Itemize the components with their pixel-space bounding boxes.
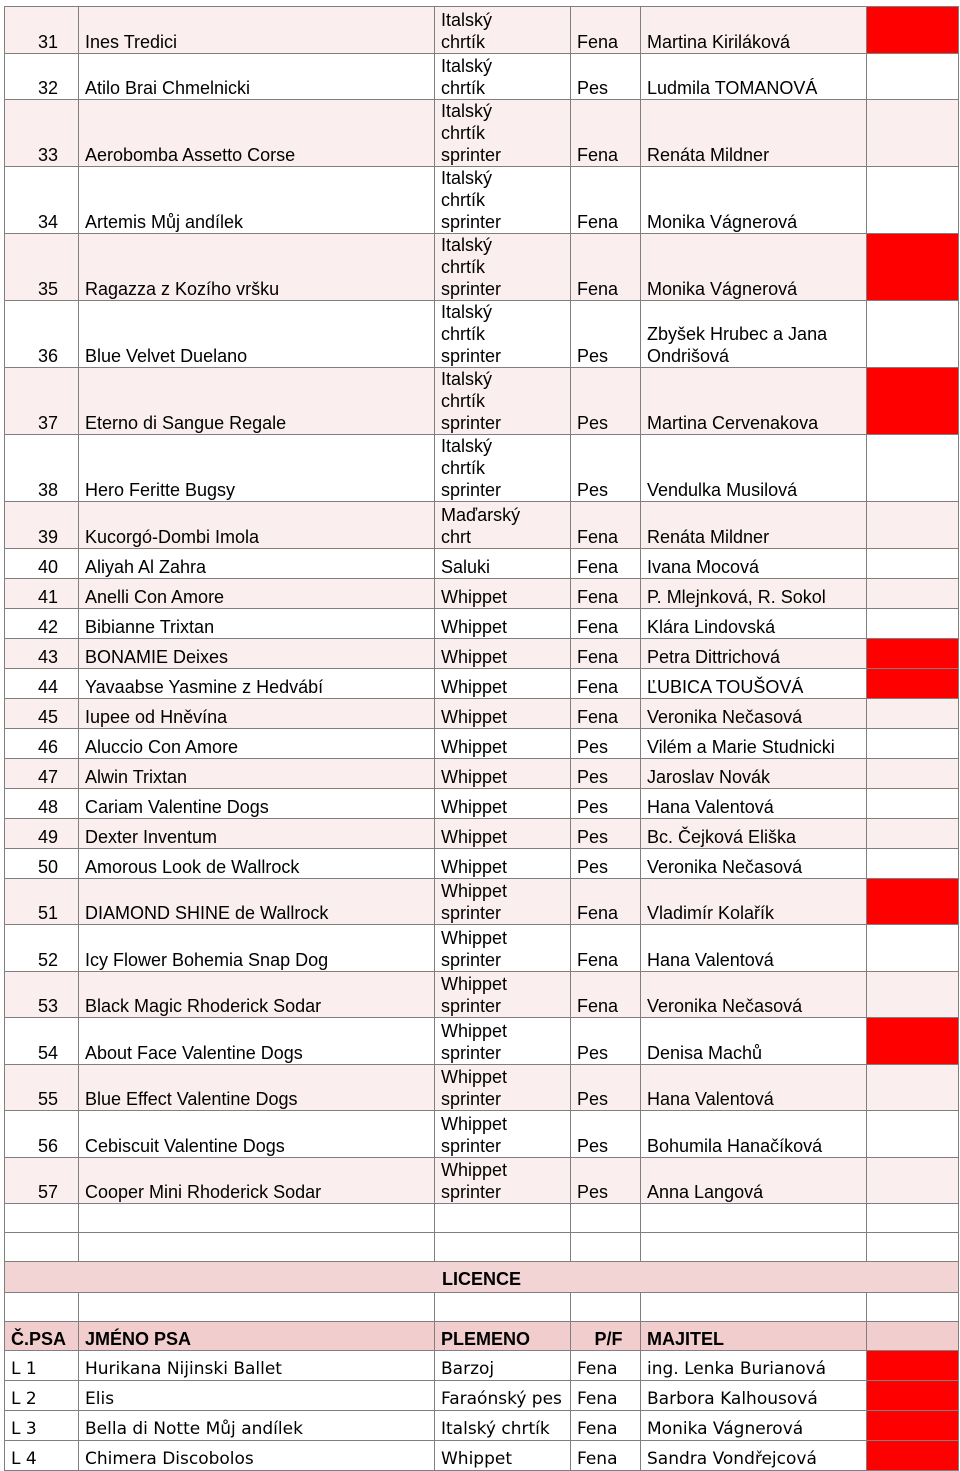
table-row xyxy=(5,7,959,54)
dog-sex: Pes xyxy=(571,1111,641,1158)
table-row xyxy=(5,234,959,301)
status-mark xyxy=(867,1381,959,1411)
dog-owner: ĽUBICA TOUŠOVÁ xyxy=(641,668,867,698)
dog-name: Artemis Můj andílek xyxy=(79,167,435,234)
empty-cell xyxy=(435,1233,571,1262)
dog-breed: Whippet sprinter xyxy=(435,925,571,972)
empty-cell xyxy=(641,1293,867,1322)
dog-number: 37 xyxy=(5,368,79,435)
dog-number: 47 xyxy=(5,758,79,788)
dog-sex: Fena xyxy=(571,668,641,698)
dog-breed: Whippet sprinter xyxy=(435,878,571,925)
status-mark xyxy=(867,1018,959,1065)
dog-name: Blue Velvet Duelano xyxy=(79,301,435,368)
table-row xyxy=(5,971,959,1018)
dog-owner: Ivana Mocová xyxy=(641,548,867,578)
table-row xyxy=(5,301,959,368)
dog-breed: Maďarský chrt xyxy=(435,502,571,549)
status-mark xyxy=(867,818,959,848)
dog-breed: Whippet sprinter xyxy=(435,971,571,1018)
dog-sex: Fena xyxy=(571,608,641,638)
status-mark xyxy=(867,7,959,54)
dog-owner: Hana Valentová xyxy=(641,788,867,818)
empty-cell xyxy=(641,1233,867,1262)
dog-sex: Fena xyxy=(571,548,641,578)
licence-sex: Fena xyxy=(571,1381,641,1411)
empty-cell xyxy=(5,1293,79,1322)
table-row xyxy=(5,368,959,435)
dog-name: Bibianne Trixtan xyxy=(79,608,435,638)
dog-owner: Ludmila TOMANOVÁ xyxy=(641,53,867,100)
dog-owner: Zbyšek Hrubec a Jana Ondrišová xyxy=(641,301,867,368)
dog-owner: Klára Lindovská xyxy=(641,608,867,638)
table-row xyxy=(5,818,959,848)
licence-row xyxy=(5,1411,959,1441)
dog-name: Alwin Trixtan xyxy=(79,758,435,788)
table-row xyxy=(5,608,959,638)
table-row xyxy=(5,878,959,925)
dog-owner: Vendulka Musilová xyxy=(641,435,867,502)
table-row xyxy=(5,1064,959,1111)
table-row xyxy=(5,728,959,758)
dog-name: Ragazza z Kozího vršku xyxy=(79,234,435,301)
licence-owner: ing. Lenka Burianová xyxy=(641,1351,867,1381)
dog-name: Blue Effect Valentine Dogs xyxy=(79,1064,435,1111)
dog-breed: Whippet xyxy=(435,818,571,848)
dog-breed: Italský chrtík sprinter xyxy=(435,368,571,435)
dog-name: Black Magic Rhoderick Sodar xyxy=(79,971,435,1018)
dog-number: 45 xyxy=(5,698,79,728)
empty-row xyxy=(5,1204,959,1233)
dog-number: 42 xyxy=(5,608,79,638)
table-row xyxy=(5,788,959,818)
status-mark xyxy=(867,578,959,608)
status-mark xyxy=(867,925,959,972)
status-mark xyxy=(867,1441,959,1471)
dog-breed: Whippet xyxy=(435,608,571,638)
dog-number: 46 xyxy=(5,728,79,758)
dog-number: 48 xyxy=(5,788,79,818)
dog-number: 50 xyxy=(5,848,79,878)
entries-table xyxy=(4,6,959,1471)
table-row xyxy=(5,1018,959,1065)
dog-sex: Fena xyxy=(571,878,641,925)
dog-name: BONAMIE Deixes xyxy=(79,638,435,668)
dog-owner: Anna Langová xyxy=(641,1157,867,1204)
status-mark xyxy=(867,100,959,167)
dog-sex: Fena xyxy=(571,100,641,167)
dog-breed: Whippet xyxy=(435,758,571,788)
licence-row xyxy=(5,1351,959,1381)
dog-name: Anelli Con Amore xyxy=(79,578,435,608)
dog-sex: Fena xyxy=(571,502,641,549)
empty-cell xyxy=(79,1293,435,1322)
licence-row xyxy=(5,1441,959,1471)
status-mark xyxy=(867,1064,959,1111)
dog-number: 44 xyxy=(5,668,79,698)
status-mark xyxy=(867,53,959,100)
dog-number: 36 xyxy=(5,301,79,368)
dog-number: 57 xyxy=(5,1157,79,1204)
table-row xyxy=(5,848,959,878)
table-row xyxy=(5,435,959,502)
status-mark xyxy=(867,728,959,758)
table-row xyxy=(5,53,959,100)
licence-breed: Whippet xyxy=(435,1441,571,1471)
status-mark xyxy=(867,368,959,435)
dog-number: 41 xyxy=(5,578,79,608)
status-mark xyxy=(867,608,959,638)
empty-row xyxy=(5,1293,959,1322)
status-mark xyxy=(867,234,959,301)
status-mark xyxy=(867,1411,959,1441)
licence-breed: Barzoj xyxy=(435,1351,571,1381)
dog-breed: Whippet xyxy=(435,668,571,698)
status-mark xyxy=(867,1111,959,1158)
dog-number: 32 xyxy=(5,53,79,100)
dog-name: About Face Valentine Dogs xyxy=(79,1018,435,1065)
empty-cell xyxy=(435,1293,571,1322)
empty-cell xyxy=(79,1204,435,1233)
dog-owner: Renáta Mildner xyxy=(641,100,867,167)
dog-breed: Whippet xyxy=(435,638,571,668)
status-mark xyxy=(867,502,959,549)
dog-breed: Whippet sprinter xyxy=(435,1157,571,1204)
header-name: JMÉNO PSA xyxy=(79,1322,435,1351)
table-row xyxy=(5,1157,959,1204)
table-row xyxy=(5,548,959,578)
dog-name: Aluccio Con Amore xyxy=(79,728,435,758)
dog-number: 39 xyxy=(5,502,79,549)
dog-breed: Italský chrtík sprinter xyxy=(435,167,571,234)
licence-owner: Monika Vágnerová xyxy=(641,1411,867,1441)
dog-owner: Bohumila Hanačíková xyxy=(641,1111,867,1158)
empty-cell xyxy=(571,1233,641,1262)
dog-breed: Italský chrtík xyxy=(435,53,571,100)
dog-sex: Pes xyxy=(571,848,641,878)
dog-number: 31 xyxy=(5,7,79,54)
licence-dog-name: Chimera Discobolos xyxy=(79,1441,435,1471)
licence-sex: Fena xyxy=(571,1411,641,1441)
dog-number: 40 xyxy=(5,548,79,578)
dog-sex: Fena xyxy=(571,698,641,728)
dog-breed: Whippet sprinter xyxy=(435,1111,571,1158)
header-sex: P/F xyxy=(571,1322,641,1351)
dog-owner: Petra Dittrichová xyxy=(641,638,867,668)
dog-sex: Pes xyxy=(571,758,641,788)
dog-breed: Whippet xyxy=(435,578,571,608)
dog-name: Iupee od Hněvína xyxy=(79,698,435,728)
dog-breed: Italský chrtík sprinter xyxy=(435,301,571,368)
licence-dog-name: Hurikana Nijinski Ballet xyxy=(79,1351,435,1381)
dog-sex: Pes xyxy=(571,435,641,502)
dog-number: 51 xyxy=(5,878,79,925)
status-mark xyxy=(867,698,959,728)
dog-number: 33 xyxy=(5,100,79,167)
table-row xyxy=(5,578,959,608)
licence-sex: Fena xyxy=(571,1441,641,1471)
dog-sex: Pes xyxy=(571,788,641,818)
dog-number: 55 xyxy=(5,1064,79,1111)
dog-owner: Veronika Nečasová xyxy=(641,698,867,728)
dog-name: Ines Tredici xyxy=(79,7,435,54)
dog-owner: Martina Cervenakova xyxy=(641,368,867,435)
dog-name: Cebiscuit Valentine Dogs xyxy=(79,1111,435,1158)
licence-number: L 2 xyxy=(5,1381,79,1411)
dog-number: 52 xyxy=(5,925,79,972)
header-mark xyxy=(867,1322,959,1351)
empty-cell xyxy=(867,1204,959,1233)
empty-cell xyxy=(867,1233,959,1262)
header-breed: PLEMENO xyxy=(435,1322,571,1351)
status-mark xyxy=(867,758,959,788)
dog-owner: Vladimír Kolařík xyxy=(641,878,867,925)
dog-owner: Hana Valentová xyxy=(641,925,867,972)
dog-breed: Whippet xyxy=(435,728,571,758)
table-row xyxy=(5,698,959,728)
dog-name: Icy Flower Bohemia Snap Dog xyxy=(79,925,435,972)
status-mark xyxy=(867,971,959,1018)
dog-sex: Pes xyxy=(571,368,641,435)
empty-cell xyxy=(5,1233,79,1262)
dog-name: Kucorgó-Dombi Imola xyxy=(79,502,435,549)
empty-cell xyxy=(571,1293,641,1322)
licence-header-row xyxy=(5,1322,959,1351)
dog-name: Amorous Look de Wallrock xyxy=(79,848,435,878)
empty-cell xyxy=(641,1204,867,1233)
dog-number: 38 xyxy=(5,435,79,502)
dog-sex: Pes xyxy=(571,1157,641,1204)
dog-breed: Whippet xyxy=(435,788,571,818)
dog-breed: Italský chrtík sprinter xyxy=(435,234,571,301)
dog-name: Aliyah Al Zahra xyxy=(79,548,435,578)
dog-name: Cooper Mini Rhoderick Sodar xyxy=(79,1157,435,1204)
dog-number: 49 xyxy=(5,818,79,848)
dog-owner: Denisa Machů xyxy=(641,1018,867,1065)
status-mark xyxy=(867,1351,959,1381)
empty-row xyxy=(5,1233,959,1262)
dog-sex: Fena xyxy=(571,638,641,668)
empty-cell xyxy=(571,1204,641,1233)
licence-owner: Barbora Kalhousová xyxy=(641,1381,867,1411)
licence-dog-name: Elis xyxy=(79,1381,435,1411)
dog-sex: Pes xyxy=(571,728,641,758)
status-mark xyxy=(867,167,959,234)
status-mark xyxy=(867,848,959,878)
status-mark xyxy=(867,435,959,502)
status-mark xyxy=(867,788,959,818)
dog-sex: Fena xyxy=(571,971,641,1018)
status-mark xyxy=(867,548,959,578)
dog-sex: Fena xyxy=(571,167,641,234)
empty-cell xyxy=(435,1204,571,1233)
dog-breed: Whippet sprinter xyxy=(435,1064,571,1111)
dog-number: 43 xyxy=(5,638,79,668)
dog-owner: Vilém a Marie Studnicki xyxy=(641,728,867,758)
dog-owner: Monika Vágnerová xyxy=(641,234,867,301)
dog-name: Yavaabse Yasmine z Hedvábí xyxy=(79,668,435,698)
status-mark xyxy=(867,878,959,925)
dog-breed: Whippet sprinter xyxy=(435,1018,571,1065)
dog-name: DIAMOND SHINE de Wallrock xyxy=(79,878,435,925)
licence-breed: Faraónský pes xyxy=(435,1381,571,1411)
table-row xyxy=(5,668,959,698)
licence-number: L 1 xyxy=(5,1351,79,1381)
dog-number: 35 xyxy=(5,234,79,301)
dog-owner: Hana Valentová xyxy=(641,1064,867,1111)
table-row xyxy=(5,167,959,234)
licence-sex: Fena xyxy=(571,1351,641,1381)
dog-owner: Renáta Mildner xyxy=(641,502,867,549)
dog-name: Dexter Inventum xyxy=(79,818,435,848)
status-mark xyxy=(867,638,959,668)
dog-owner: Bc. Čejková Eliška xyxy=(641,818,867,848)
licence-number: L 3 xyxy=(5,1411,79,1441)
header-owner: MAJITEL xyxy=(641,1322,867,1351)
licence-dog-name: Bella di Notte Můj andílek xyxy=(79,1411,435,1441)
dog-name: Atilo Brai Chmelnicki xyxy=(79,53,435,100)
empty-cell xyxy=(867,1293,959,1322)
dog-owner: Monika Vágnerová xyxy=(641,167,867,234)
dog-breed: Whippet xyxy=(435,848,571,878)
dog-name: Eterno di Sangue Regale xyxy=(79,368,435,435)
licence-owner: Sandra Vondřejcová xyxy=(641,1441,867,1471)
dog-number: 34 xyxy=(5,167,79,234)
dog-owner: Veronika Nečasová xyxy=(641,971,867,1018)
table-row xyxy=(5,1111,959,1158)
dog-owner: Jaroslav Novák xyxy=(641,758,867,788)
status-mark xyxy=(867,1157,959,1204)
dog-sex: Pes xyxy=(571,301,641,368)
status-mark xyxy=(867,301,959,368)
dog-sex: Fena xyxy=(571,578,641,608)
dog-sex: Pes xyxy=(571,1064,641,1111)
dog-owner: Martina Kiriláková xyxy=(641,7,867,54)
empty-cell xyxy=(5,1204,79,1233)
table-row xyxy=(5,638,959,668)
dog-sex: Fena xyxy=(571,7,641,54)
dog-sex: Pes xyxy=(571,1018,641,1065)
entries-table-body xyxy=(5,7,959,1471)
dog-breed: Italský chrtík sprinter xyxy=(435,435,571,502)
dog-breed: Italský chrtík sprinter xyxy=(435,100,571,167)
table-row xyxy=(5,925,959,972)
licence-breed: Italský chrtík xyxy=(435,1411,571,1441)
licence-number: L 4 xyxy=(5,1441,79,1471)
dog-number: 54 xyxy=(5,1018,79,1065)
dog-name: Hero Feritte Bugsy xyxy=(79,435,435,502)
dog-breed: Saluki xyxy=(435,548,571,578)
dog-number: 56 xyxy=(5,1111,79,1158)
dog-name: Aerobomba Assetto Corse xyxy=(79,100,435,167)
table-row xyxy=(5,100,959,167)
status-mark xyxy=(867,668,959,698)
dog-sex: Pes xyxy=(571,53,641,100)
dog-sex: Fena xyxy=(571,925,641,972)
table-row xyxy=(5,502,959,549)
empty-cell xyxy=(79,1233,435,1262)
dog-name: Cariam Valentine Dogs xyxy=(79,788,435,818)
licence-row xyxy=(5,1381,959,1411)
dog-breed: Whippet xyxy=(435,698,571,728)
licence-title-row xyxy=(5,1262,959,1293)
dog-owner: P. Mlejnková, R. Sokol xyxy=(641,578,867,608)
table-row xyxy=(5,758,959,788)
header-num: Č.PSA xyxy=(5,1322,79,1351)
licence-title: LICENCE xyxy=(5,1262,959,1293)
dog-sex: Pes xyxy=(571,818,641,848)
dog-breed: Italský chrtík xyxy=(435,7,571,54)
dog-owner: Veronika Nečasová xyxy=(641,848,867,878)
dog-number: 53 xyxy=(5,971,79,1018)
dog-sex: Fena xyxy=(571,234,641,301)
